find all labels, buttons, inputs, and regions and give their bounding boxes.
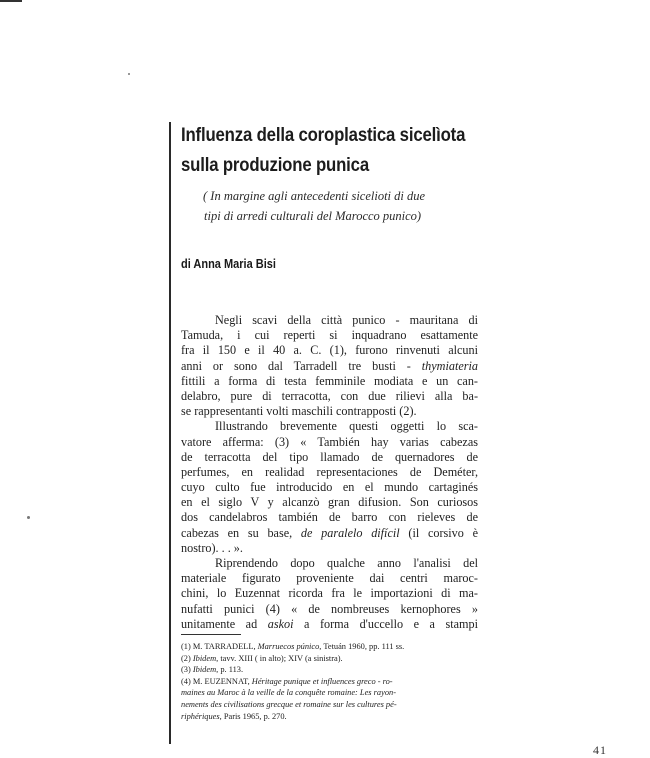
body-line: anni or sono dal Tarradell tre busti - thymiateria: [181, 358, 478, 373]
footnote-line: nements des civilisations grecque et romaine sur les cultures pé-: [181, 699, 397, 709]
body-line: se rappresentanti volti maschili contrapposti (2).: [181, 404, 417, 419]
title-line: Influenza della coroplastica sicelìota: [181, 124, 466, 146]
body-line: chini, lo Euzennat ricorda fra le importazioni di ma-: [181, 586, 478, 601]
body-line: Illustrando brevemente questi oggetti lo sca-: [215, 419, 478, 434]
subtitle-line: ( In margine agli antecedenti sicelioti di due: [203, 189, 426, 203]
body-line: unitamente ad askoi a forma d'uccello e a stampi: [181, 616, 478, 631]
footnote-line: (2) Ibidem, tavv. XIII ( in alto); XIV (a sinistra).: [181, 653, 343, 663]
body-line: vatore afferma: (3) « También hay varias cabezas: [181, 434, 478, 449]
scan-speck: [27, 516, 30, 519]
footnote-line: riphériques, Paris 1965, p. 270.: [181, 711, 287, 721]
body-line: materiale figurato proveniente dai centri maroc-: [181, 571, 478, 586]
author-byline: di Anna Maria Bisi: [181, 257, 276, 271]
footnote-line: (1) M. TARRADELL, Marruecos púnico, Tetuán 1960, pp. 111 ss.: [181, 642, 405, 651]
body-line: perfumes, en realidad representaciones de Deméter,: [181, 464, 478, 479]
body-line: cuyo culto fue introducido en el mundo cartaginés: [181, 480, 478, 495]
body-line: cabezas en su base, de paralelo difícil (il corsivo è: [181, 525, 478, 540]
body-line: dos candelabros también de barro con rieleves de: [181, 510, 478, 525]
scan-corner-mark: [0, 0, 22, 2]
scan-speck: [128, 73, 130, 75]
article-subtitle: [203, 186, 503, 226]
body-line: de terracotta del tipo llamado de quernadores de: [181, 449, 478, 464]
page-number: 41: [593, 743, 607, 757]
subtitle-line: tipi di arredi culturali del Marocco punico): [204, 209, 422, 223]
footnotes: [181, 642, 481, 722]
body-line: delabro, pure di terracotta, con due rilievi alla ba-: [181, 388, 478, 403]
title-line: sulla produzione punica: [181, 154, 369, 176]
body-line: Negli scavi della città punico - mauritana di: [215, 313, 478, 327]
body-text: [181, 313, 478, 632]
footnote-line: (3) Ibidem, p. 113.: [181, 665, 244, 675]
footnote-line: maines au Maroc à la veille de la conquête romaine: Les rayon-: [181, 688, 396, 698]
body-line: fra il 150 e il 40 a. C. (1), furono rinvenuti alcuni: [181, 343, 478, 358]
margin-rule: [169, 122, 171, 744]
article-title: [181, 120, 465, 180]
body-line: nufatti punici (4) « de nombreuses kernophores »: [181, 601, 478, 616]
footnote-separator: [181, 634, 241, 635]
body-line: en el siglo V y alcanzò gran difusion. Son curiosos: [181, 495, 478, 510]
footnote-line: (4) M. EUZENNAT, Héritage punique et influences greco - ro-: [181, 676, 393, 686]
body-line: fittili a forma di testa femminile modiata e un can-: [181, 373, 478, 388]
body-line: Tamuda, i cui reperti si inquadrano esattamente: [181, 328, 478, 343]
body-line: nostro). . . ».: [181, 540, 243, 555]
body-line: Riprendendo dopo qualche anno l'analisi del: [215, 556, 478, 570]
